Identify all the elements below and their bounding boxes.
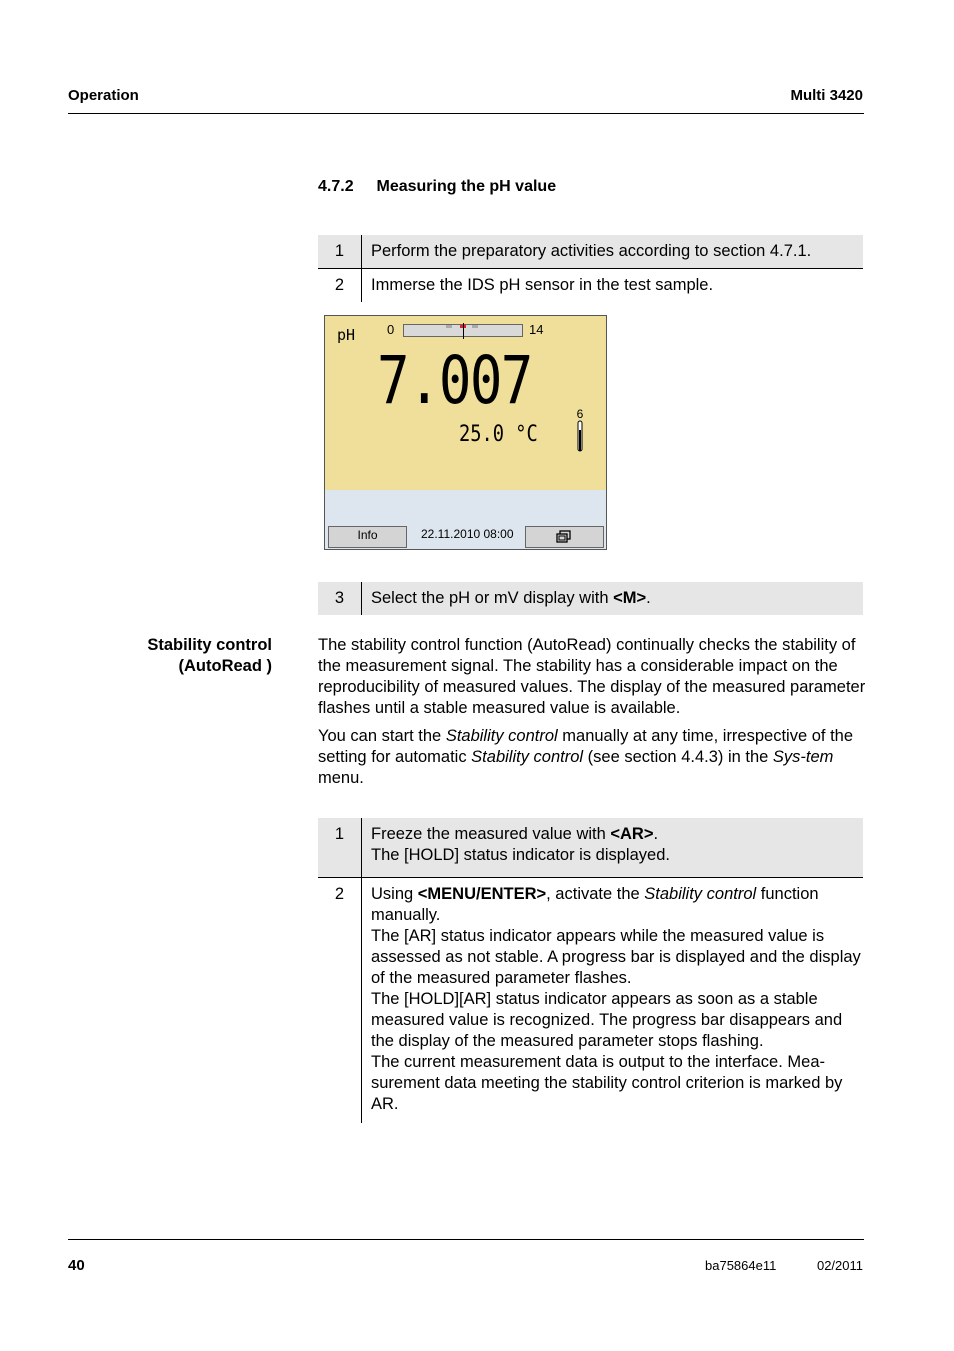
step-number: 3 [318,582,362,615]
thermometer-icon [575,408,585,454]
page-number: 40 [68,1257,85,1274]
steps-table-b [318,818,863,1123]
date-time: 22.11.2010 08:00 [421,527,514,541]
key-ar: <AR> [610,825,654,843]
header-right: Multi 3420 [790,87,863,104]
section-heading [318,178,556,196]
info-button[interactable]: Info [328,526,407,548]
measured-value: 7.007 [377,342,532,419]
step-number: 2 [318,269,362,303]
steps-table-a [318,235,863,302]
key-menu-enter: <MENU/ENTER> [417,885,547,903]
meter-display [324,315,607,550]
table-row [318,269,863,303]
sensor-index: 6 [576,407,584,421]
stability-text [318,635,866,796]
table-row [318,582,863,615]
table-row [318,878,863,1124]
stability-paragraph-1: The stability control function (AutoRead) continually checks the stability of the measurement signal. The stability has a considerable impact on the reproducibility of measured values. The display of the measured parameter flashes until a stable measured value is available. [318,636,866,717]
step-number: 1 [318,235,362,269]
doc-number: ba75864e11 [705,1258,777,1273]
step-number: 2 [318,878,362,1124]
unit-label: pH [337,326,356,344]
doc-date: 02/2011 [816,1258,863,1273]
key-m: <M> [613,589,647,607]
step-text: Freeze the measured value with <AR>. The [HOLD] status indicator is displayed. [362,818,864,878]
steps-table-3 [318,582,863,615]
header-left: Operation [68,87,139,104]
step-text: Select the pH or mV display with <M>. [362,582,864,615]
table-row [318,235,863,269]
step-text: Using <MENU/ENTER>, activate the Stability control function manually. The [AR] status indicator appears while the measured value is assessed as not stable. A progress bar is displayed and the display of the measured parameter flashes. The [HOLD][AR] status indicator appears as soon as a stable measured value is recognized. The progress bar disappears and the display of the measured parameter stops flashing. The current measurement data is output to the interface. Mea-surement data meeting the stability control criterion is marked by AR. [371,885,861,1113]
stability-label: Stability control (AutoRead ) [147,636,272,675]
scale-min: 0 [387,322,395,337]
step-text: Perform the preparatory activities according to section 4.7.1. [362,235,864,269]
scale-marker [463,323,464,339]
section-number: 4.7.2 [318,178,354,195]
stability-paragraph-2: You can start the Stability control manually at any time, irrespective of the setting for automatic Stability control (see section 4.4.3) in the Sys-tem menu. [318,727,854,787]
window-icon [556,530,572,544]
section-title: Measuring the pH value [376,178,557,195]
table-row [318,818,863,878]
header-rule [68,113,864,114]
window-button[interactable] [525,526,604,548]
scale-max: 14 [529,322,544,337]
step-text: Immerse the IDS pH sensor in the test sample. [371,276,714,294]
step-number: 1 [318,818,362,878]
temperature-value: 25.0 °C [459,422,538,447]
footer-rule [68,1239,864,1240]
